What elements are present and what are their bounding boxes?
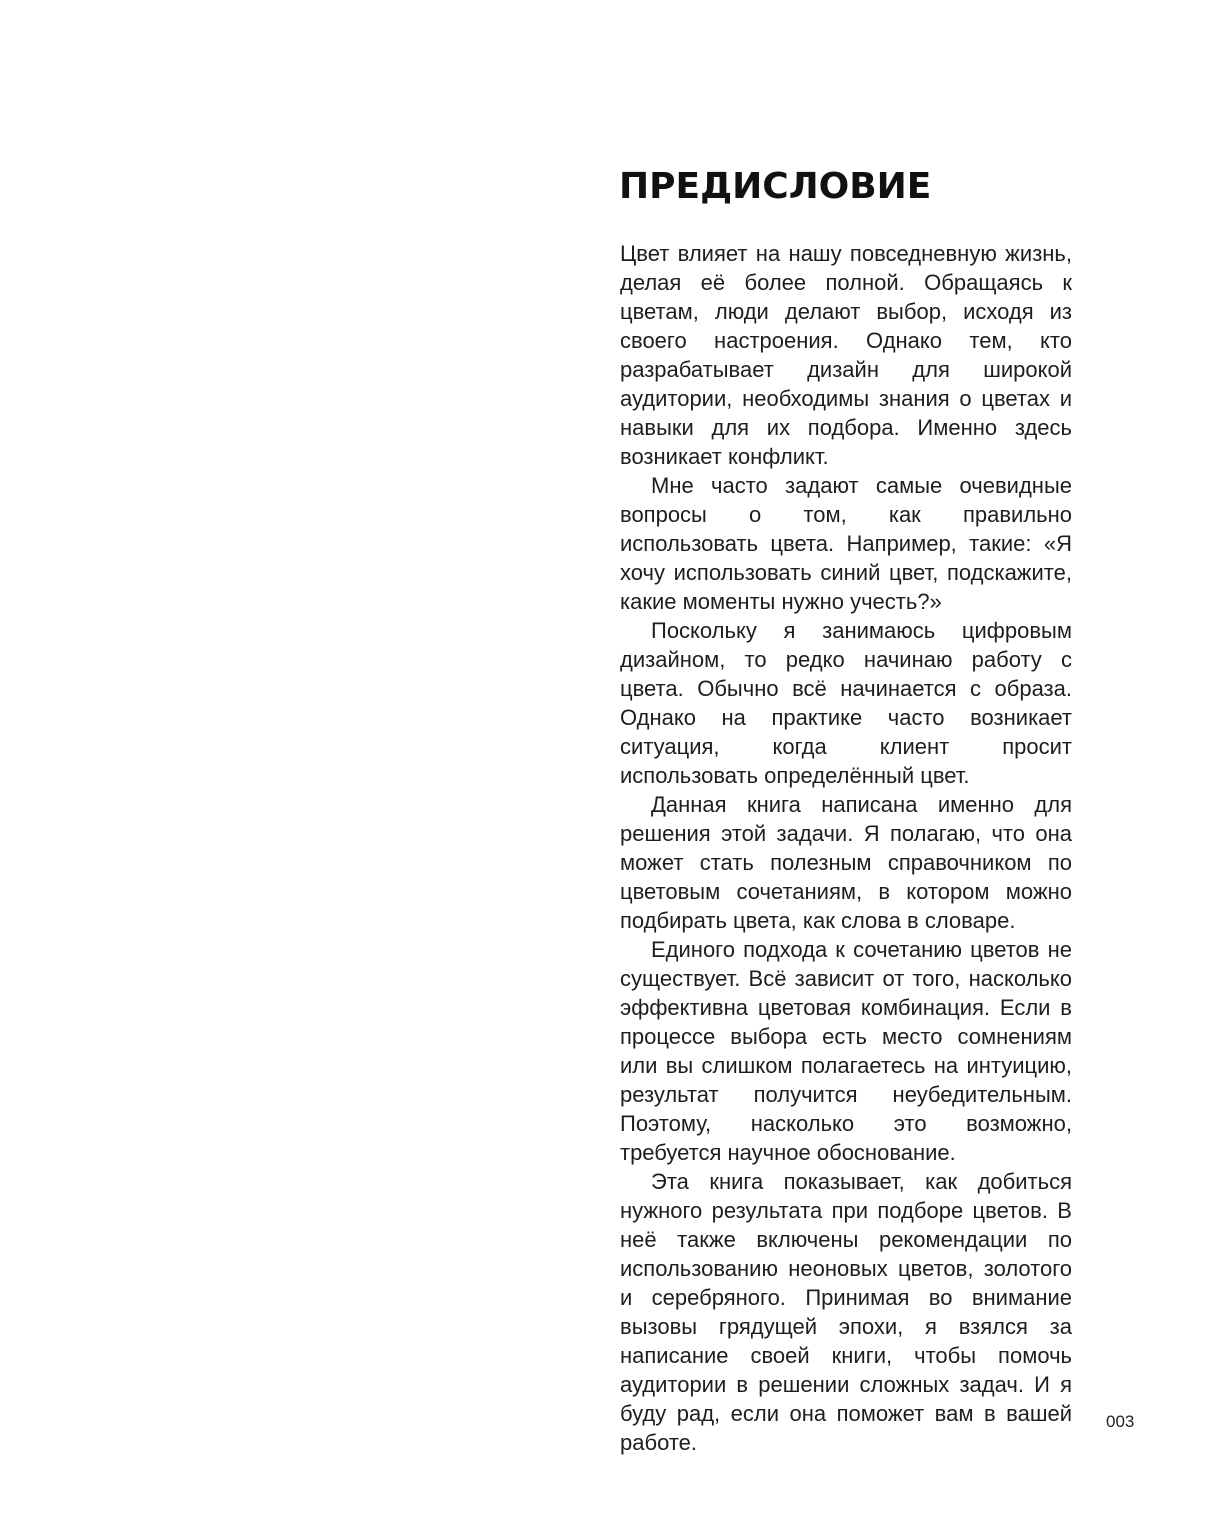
paragraph-6: Эта книга показывает, как добиться нужного результата при подборе цветов. В неё также включены рекомендации по использованию неоновых цветов, золотого и серебряного. Принимая во внимание вызовы грядущей эпохи, я взялся за написание своей книги, чтобы помочь аудитории в решении сложных задач. И я буду рад, если она поможет вам в вашей работе.	[620, 1169, 1072, 1455]
page-title: ПРЕДИСЛОВИЕ	[619, 166, 932, 207]
paragraph-5: Единого подхода к сочетанию цветов не существует. Всё зависит от того, насколько эффективна цветовая комбинация. Если в процессе выбора есть место сомнениям или вы слишком полагаетесь на интуицию, результат получится неубедительным. Поэтому, насколько это возможно, требуется научное обоснование.	[620, 937, 1072, 1165]
paragraph-4: Данная книга написана именно для решения этой задачи. Я полагаю, что она может стать полезным справочником по цветовым сочетаниям, в котором можно подбирать цвета, как слова в словаре.	[620, 792, 1072, 933]
body-text	[620, 239, 1072, 1457]
page-number: 003	[1106, 1412, 1135, 1431]
paragraph-3: Поскольку я занимаюсь цифровым дизайном, то редко начинаю работу с цвета. Обычно всё начинается с образа. Однако на практике часто возникает ситуация, когда клиент просит использовать определённый цвет.	[620, 618, 1072, 788]
paragraph-2: Мне часто задают самые очевидные вопросы о том, как правильно использовать цвета. Например, такие: «Я хочу использовать синий цвет, подскажите, какие моменты нужно учесть?»	[620, 473, 1072, 614]
paragraph-1: Цвет влияет на нашу повседневную жизнь, делая её более полной. Обращаясь к цветам, люди делают выбор, исходя из своего настроения. Однако тем, кто разрабатывает дизайн для широкой аудитории, необходимы знания о цветах и навыки для их подбора. Именно здесь возникает конфликт.	[620, 241, 1072, 469]
